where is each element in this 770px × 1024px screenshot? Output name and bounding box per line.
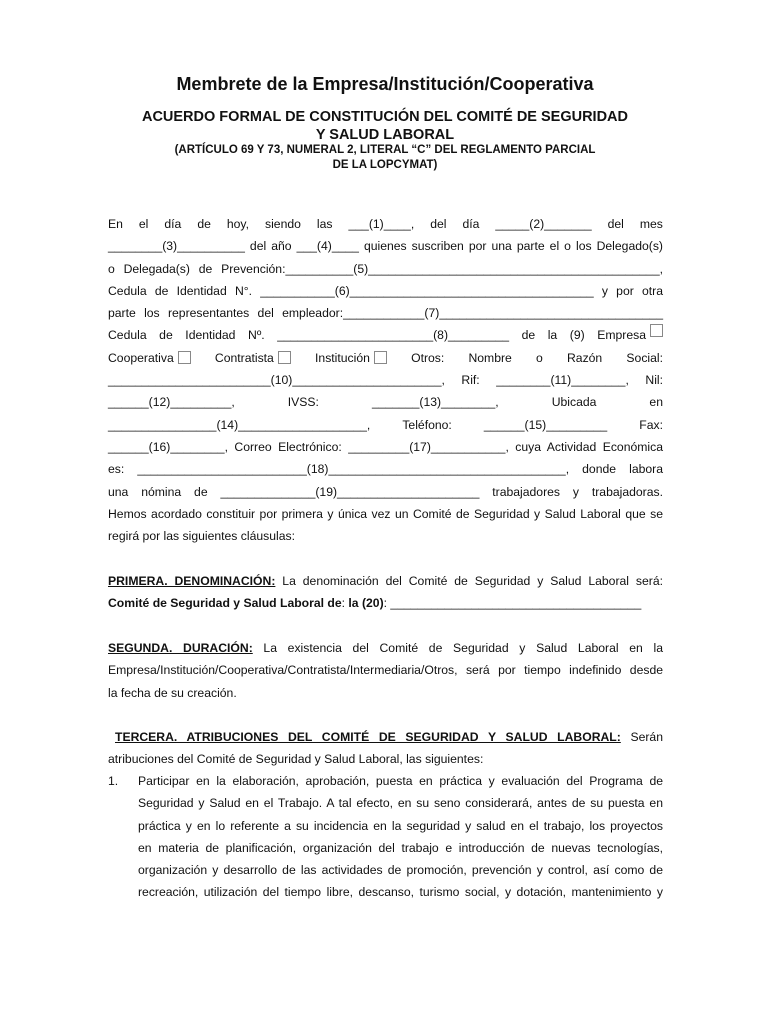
- tercera-line-2-wrap: [108, 748, 663, 770]
- empresa-checkbox[interactable]: [650, 324, 663, 337]
- intro-line-6: Cedula de Identidad Nº. _______________________(8)_________ de la (9) Empresa: [108, 324, 663, 346]
- document-title: [120, 108, 650, 144]
- intro-line-11: ______(16)________, Correo Electrónico: _________(17)___________, cuya Actividad Económica: [108, 439, 663, 454]
- subtitle-line-2: DE LA LOPCYMAT): [332, 159, 438, 171]
- list-item-number: 1.: [108, 774, 119, 788]
- segunda-heading: SEGUNDA. DURACIÓN:: [108, 641, 253, 655]
- intro-line-3: o Delegada(s) de Prevención:__________(5)___________________________________________,: [108, 261, 663, 276]
- intro-line-14: Hemos acordado constituir por primera y única vez un Comité de Seguridad y Salud Laboral que se: [108, 506, 663, 521]
- segunda-line-3: la fecha de su creación.: [108, 685, 237, 700]
- intro-line-4: Cedula de Identidad N°. ___________(6)____________________________________ y por otra: [108, 283, 663, 298]
- tercera-heading: TERCERA. ATRIBUCIONES DEL COMITÉ DE SEGURIDAD Y SALUD LABORAL:: [115, 730, 621, 744]
- clause-primera: [108, 570, 663, 615]
- tercera-line-2: atribuciones del Comité de Seguridad y Salud Laboral, las siguientes:: [108, 752, 484, 766]
- segunda-line-2: Empresa/Institución/Cooperativa/Contratista/Intermediaria/Otros, será por tiempo indefinido desde: [108, 663, 663, 678]
- primera-line-2: Comité de Seguridad y Salud Laboral de: la (20): _____________________________________: [108, 596, 642, 611]
- list-item: Participar en la elaboración, aprobación, puesta en práctica y evaluación del Programa de Seguridad y Salud en el Trabajo. A tal efecto, en su seno considerará, antes de su puesta en práctica y en lo referente a su incidencia en la seguridad y salud en el trabajo, los proyectos en materia de planificación, organización del trabajo e introducción de nuevas tecnologías, organización y desarrollo de las actividades de promoción, prevención y control, así como de recreación, utilización del tiempo libre, descanso, turismo social, y dotación, mantenimiento y: [138, 774, 663, 900]
- intro-line-7: Cooperativa Contratista Institución Otros: Nombre o Razón Social:: [108, 350, 663, 365]
- primera-line-1: PRIMERA. DENOMINACIÓN: La denominación del Comité de Seguridad y Salud Laboral será:: [108, 574, 663, 588]
- title-line-1: ACUERDO FORMAL DE CONSTITUCIÓN DEL COMITÉ DE SEGURIDAD: [141, 109, 629, 125]
- segunda-line-1: SEGUNDA. DURACIÓN: La existencia del Comité de Seguridad y Salud Laboral en la: [108, 641, 663, 655]
- letterhead: Membrete de la Empresa/Institución/Cooperativa: [176, 74, 594, 94]
- clause-tercera: [115, 726, 663, 748]
- document-subtitle: [140, 143, 630, 173]
- intro-line-15: regirá por las siguientes cláusulas:: [108, 529, 295, 544]
- intro-line-10: ________________(14)___________________, Teléfono: ______(15)_________ Fax:: [108, 417, 663, 432]
- intro-line-8: ________________________(10)______________________, Rif: ________(11)________, Nil:: [108, 373, 663, 388]
- intro-line-1: En el día de hoy, siendo las ___(1)____, del día _____(2)_______ del mes: [108, 217, 663, 231]
- contratista-checkbox[interactable]: [278, 351, 291, 364]
- cooperativa-checkbox[interactable]: [178, 351, 191, 364]
- subtitle-line-1: (ARTÍCULO 69 Y 73, NUMERAL 2, LITERAL “C” DEL REGLAMENTO PARCIAL: [174, 144, 596, 156]
- intro-line-12: es: _________________________(18)___________________________________, donde labora: [108, 462, 663, 477]
- intro-line-9: ______(12)_________, IVSS: _______(13)________, Ubicada en: [108, 395, 663, 410]
- intro-line-2: ________(3)__________ del año ___(4)____ quienes suscriben por una parte el o los Delegado(s): [108, 239, 663, 254]
- primera-heading: PRIMERA. DENOMINACIÓN:: [108, 574, 276, 588]
- institucion-checkbox[interactable]: [374, 351, 387, 364]
- intro-line-5: parte los representantes del empleador:____________(7)_________________________________: [108, 306, 663, 321]
- intro-paragraph: [108, 213, 663, 547]
- clause-segunda: [108, 637, 663, 704]
- intro-line-13: una nómina de ______________(19)_____________________ trabajadores y trabajadoras.: [108, 484, 663, 499]
- tercera-line-1: TERCERA. ATRIBUCIONES DEL COMITÉ DE SEGURIDAD Y SALUD LABORAL: Serán: [115, 730, 663, 744]
- title-line-2: Y SALUD LABORAL: [315, 127, 455, 143]
